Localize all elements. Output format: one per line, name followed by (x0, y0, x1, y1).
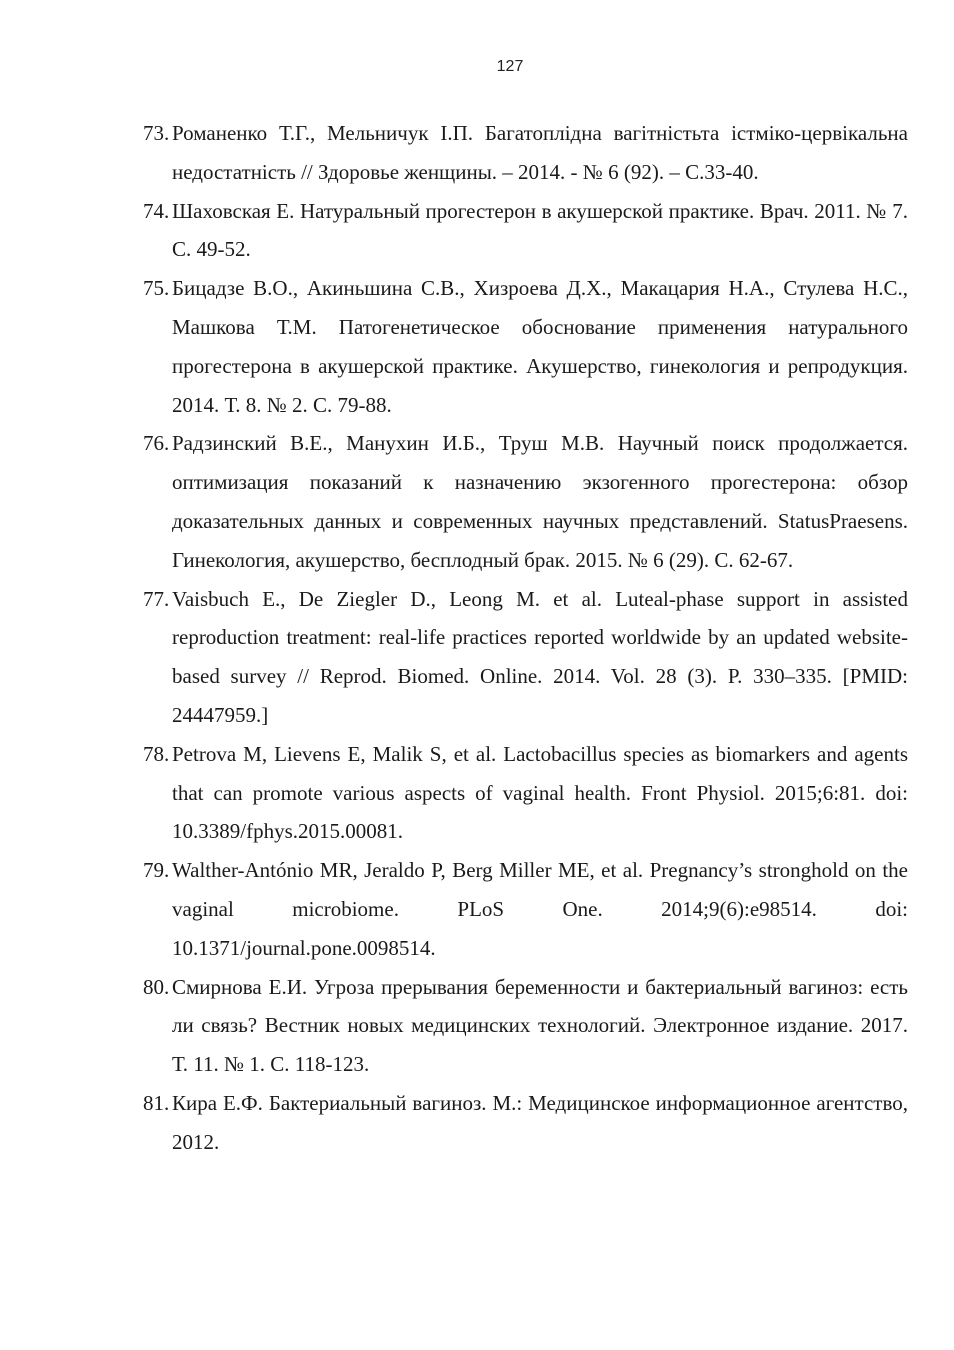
reference-item-78 (143, 735, 908, 851)
reference-item-79 (143, 851, 908, 967)
reference-item-74 (143, 192, 908, 270)
reference-number: 74. (143, 198, 170, 223)
reference-text: Walther-António MR, Jeraldo P, Berg Miller ME, et al. Pregnancy’s stronghold on the vaginal microbiome. PLoS One. 2014;9(6):e98514. doi: 10.1371/journal.pone.0098514. (172, 858, 908, 960)
reference-text: Кира Е.Ф. Бактериальный вагиноз. М.: Медицинское информационное агентство, 2012. (172, 1090, 908, 1154)
reference-item-76 (143, 424, 908, 579)
reference-number: 75. (143, 276, 170, 301)
reference-text: Радзинский В.Е., Манухин И.Б., Труш М.В. Научный поиск продолжается. оптимизация показаний к назначению экзогенного прогестерона: обзор доказательных данных и современных научных представлений. StatusPraesens. Гинекология, акушерство, бесплодный брак. 2015. № 6 (29). С. 62-67. (172, 431, 908, 572)
reference-number: 80. (143, 974, 170, 999)
reference-number: 77. (143, 586, 170, 611)
reference-text: Шаховская Е. Натуральный прогестерон в акушерской практике. Врач. 2011. № 7. С. 49-52. (172, 198, 908, 262)
reference-item-81 (143, 1084, 908, 1162)
reference-number: 73. (143, 121, 170, 145)
reference-text: Бицадзе В.О., Акиньшина С.В., Хизроева Д.Х., Макацария Н.А., Стулева Н.С., Машкова Т.М. Патогенетическое обоснование применения натурального прогестерона в акушерской практике. Акушерство, гинекология и репродукция. 2014. Т. 8. № 2. С. 79-88. (172, 276, 908, 417)
page-number: 127 (496, 58, 524, 75)
reference-text: Романенко Т.Г., Мельничук І.П. Багатоплідна вагітністьта істміко-цервікальна недостатність // Здоровье женщины. – 2014. - № 6 (92). – С.33-40. (172, 121, 908, 184)
reference-number: 79. (143, 858, 170, 883)
reference-text: Смирнова Е.И. Угроза прерывания беременности и бактериальный вагиноз: есть ли связь? Вестник новых медицинских технологий. Электронное издание. 2017. Т. 11. № 1. С. 118-123. (172, 974, 908, 1077)
reference-text: Vaisbuch E., De Ziegler D., Leong M. et al. Luteal-phase support in assisted reproduction treatment: real-life practices reported worldwide by an updated website-based survey // Reprod. Biomed. Online. 2014. Vol. 28 (3). P. 330–335. [PMID: 24447959.] (172, 586, 908, 727)
reference-text: Petrova M, Lievens E, Malik S, et al. Lactobacillus species as biomarkers and agents that can promote various aspects of vaginal health. Front Physiol. 2015;6:81. doi: 10.3389/fphys.2015.00081. (172, 741, 908, 844)
reference-item-80 (143, 968, 908, 1084)
reference-list (143, 114, 908, 1162)
reference-item-73 (143, 114, 908, 192)
reference-number: 78. (143, 741, 170, 766)
reference-number: 81. (143, 1090, 170, 1115)
reference-item-75 (143, 269, 908, 424)
reference-number: 76. (143, 431, 170, 456)
reference-item-77 (143, 580, 908, 735)
